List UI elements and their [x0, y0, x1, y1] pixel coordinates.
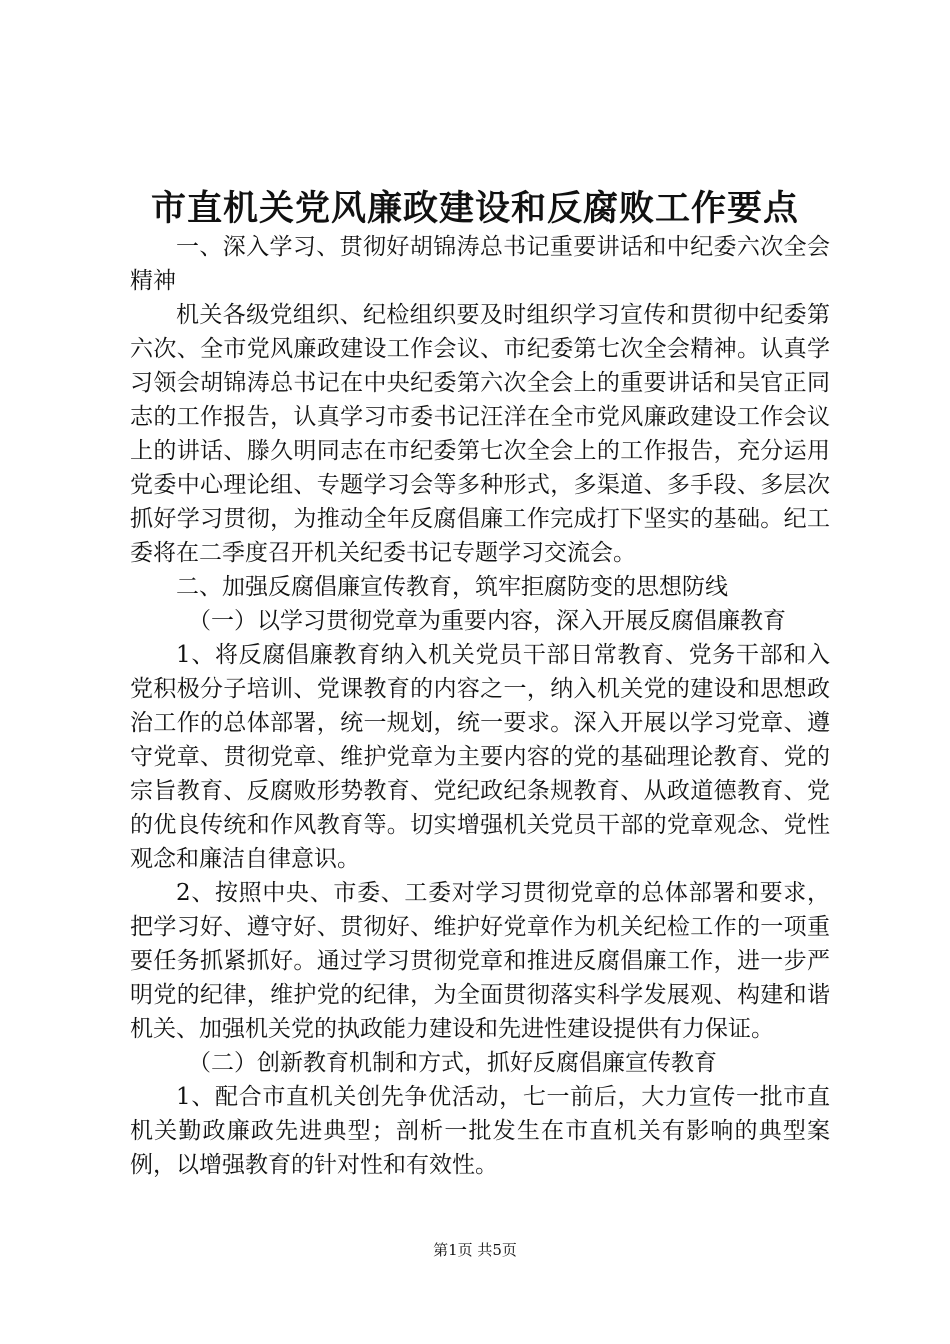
page-title: 市直机关党风廉政建设和反腐败工作要点 [150, 188, 799, 229]
section-heading-1: 一、深入学习、贯彻好胡锦涛总书记重要讲话和中纪委六次全会精神 [130, 234, 830, 294]
section-heading-2: 二、加强反腐倡廉宣传教育，筑牢拒腐防变的思想防线 [176, 574, 728, 600]
paragraph: 机关各级党组织、纪检组织要及时组织学习宣传和贯彻中纪委第六次、全市党风廉政建设工作会议、市纪委第七次全会精神。认真学习领会胡锦涛总书记在中央纪委第六次全会上的重要讲话和吴官正同志的工作报告，认真学习市委书记汪洋在全市党风廉政建设工作会议上的讲话、滕久明同志在市纪委第七次全会上的工作报告，充分运用党委中心理论组、专题学习会等多种形式，多渠道、多手段、多层次抓好学习贯彻，为推动全年反腐倡廉工作完成打下坚实的基础。纪工委将在二季度召开机关纪委书记专题学习交流会。 [130, 302, 830, 566]
paragraph: 2、按照中央、市委、工委对学习贯彻党章的总体部署和要求，把学习好、遵守好、贯彻好、维护好党章作为机关纪检工作的一项重要任务抓紧抓好。通过学习贯彻党章和推进反腐倡廉工作，进一步严明党的纪律，维护党的纪律，为全面贯彻落实科学发展观、构建和谐机关、加强机关党的执政能力建设和先进性建设提供有力保证。 [130, 880, 830, 1042]
paragraph: 1、配合市直机关创先争优活动，七一前后，大力宣传一批市直机关勤政廉政先进典型；剖析一批发生在市直机关有影响的典型案例，以增强教育的针对性和有效性。 [130, 1084, 830, 1178]
paragraph: 1、将反腐倡廉教育纳入机关党员干部日常教育、党务干部和入党积极分子培训、党课教育的内容之一，纳入机关党的建设和思想政治工作的总体部署，统一规划，统一要求。深入开展以学习党章、遵守党章、贯彻党章、维护党章为主要内容的党的基础理论教育、党的宗旨教育、反腐败形势教育、党纪政纪条规教育、从政道德教育、党的优良传统和作风教育等。切实增强机关党员干部的党章观念、党性观念和廉洁自律意识。 [130, 642, 830, 872]
page-number: 第1页 共5页 [433, 1241, 517, 1259]
document-body [130, 230, 830, 1182]
subsection-heading-1: （一）以学习贯彻党章为重要内容，深入开展反腐倡廉教育 [188, 608, 786, 634]
subsection-heading-2: （二）创新教育机制和方式，抓好反腐倡廉宣传教育 [188, 1050, 717, 1076]
